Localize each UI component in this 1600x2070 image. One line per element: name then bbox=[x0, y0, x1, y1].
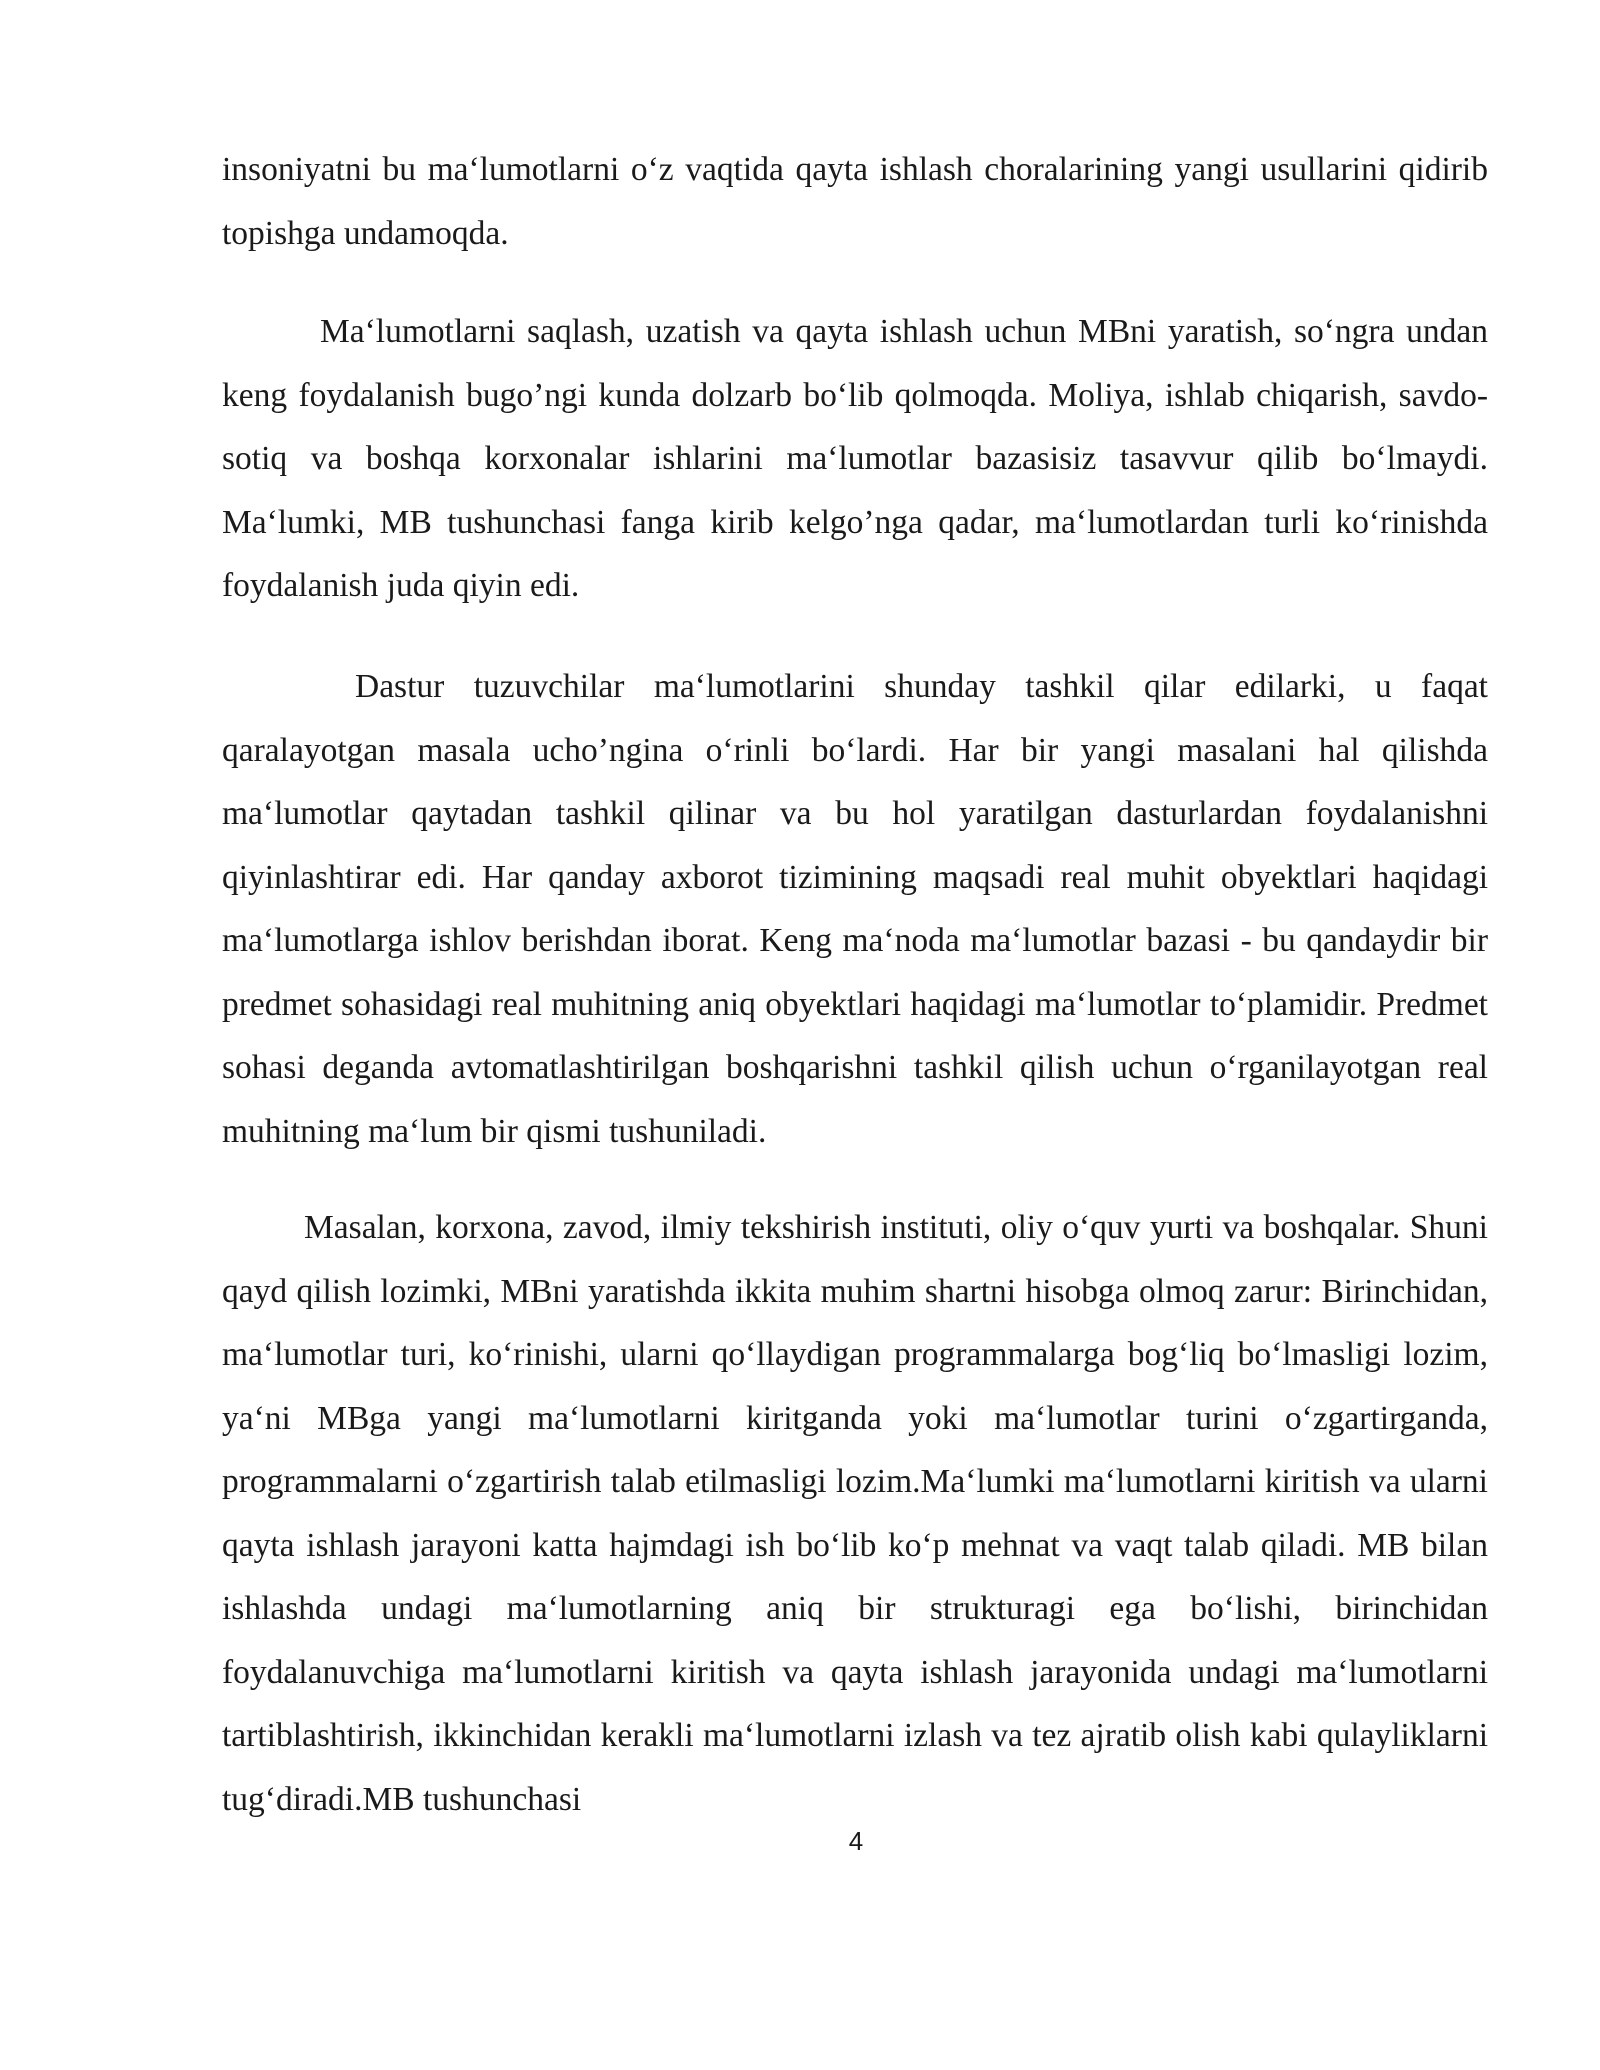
page-number: 4 bbox=[848, 1826, 864, 1856]
paragraph-continuation: insoniyatni bu ma‘lumotlarni o‘z vaqtida qayta ishlash choralarining yangi usullarini qidirib topishga undamoqda. bbox=[222, 151, 1488, 252]
paragraph-database-importance: Ma‘lumotlarni saqlash, uzatish va qayta ishlash uchun MBni yaratish, so‘ngra undan keng foydalanish bugo’ngi kunda dolzarb bo‘lib qolmoqda. Moliya, ishlab chiqarish, savdo-sotiq va boshqa korxonalar ishlarini ma‘lumotlar bazasisiz tasavvur qilib bo‘lmaydi. Ma‘lumki, MB tushunchasi fanga kirib kelgo’nga qadar, ma‘lumotlardan turli ko‘rinishda foydalanish juda qiyin edi. bbox=[222, 313, 1488, 604]
paragraph-examples-conditions: Masalan, korxona, zavod, ilmiy tekshirish instituti, oliy o‘quv yurti va boshqalar. Shuni qayd qilish lozimki, MBni yaratishda ikkita muhim shartni hisobga olmoq zarur: Birinchidan, ma‘lumotlar turi, ko‘rinishi, ularni qo‘llaydigan programmalarga bog‘liq bo‘lmasligi lozim, ya‘ni MBga yangi ma‘lumotlarni kiritganda yoki ma‘lumotlar turini o‘zgartirganda, programmalarni o‘zgartirish talab etilmasligi lozim.Ma‘lumki ma‘lumotlarni kiritish va ularni qayta ishlash jarayoni katta hajmdagi ish bo‘lib ko‘p mehnat va vaqt talab qiladi. MB bilan ishlashda undagi ma‘lumotlarning aniq bir strukturagi ega bo‘lishi, birinchidan foydalanuvchiga ma‘lumotlarni kiritish va qayta ishlash jarayonida undagi ma‘lumotlarni tartiblashtirish, ikkinchidan kerakli ma‘lumotlarni izlash va tez ajratib olish kabi qulayliklarni tug‘diradi.MB tushunchasi bbox=[222, 1209, 1488, 1818]
paragraph-programmers-data: Dastur tuzuvchilar ma‘lumotlarini shunday tashkil qilar edilarki, u faqat qaralayotgan masala ucho’ngina o‘rinli bo‘lardi. Har bir yangi masalani hal qilishda ma‘lumotlar qaytadan tashkil qilinar va bu hol yaratilgan dasturlardan foydalanishni qiyinlashtirar edi. Har qanday axborot tizimining maqsadi real muhit obyektlari haqidagi ma‘lumotlarga ishlov berishdan iborat. Keng ma‘noda ma‘lumotlar bazasi - bu qandaydir bir predmet sohasidagi real muhitning aniq obyektlari haqidagi ma‘lumotlar to‘plamidir. Predmet sohasi deganda avtomatlashtirilgan boshqarishni tashkil qilish uchun o‘rganilayotgan real muhitning ma‘lum bir qismi tushuniladi. bbox=[222, 668, 1488, 1150]
